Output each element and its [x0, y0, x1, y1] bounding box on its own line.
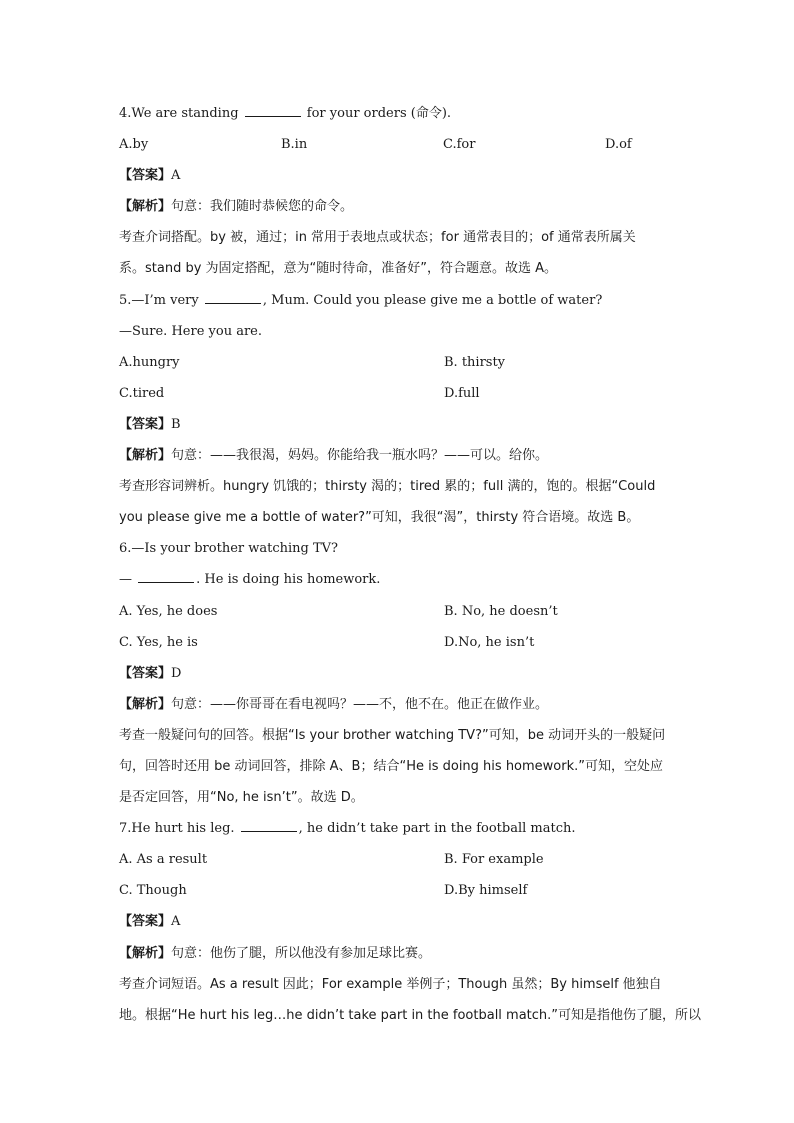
- option-d: D.No, he isn’t: [444, 634, 535, 650]
- option-b: B. For example: [444, 852, 544, 868]
- analysis-tag: 【解析】: [119, 448, 172, 464]
- option-c: C. Yes, he is: [119, 634, 198, 650]
- answer-value: A: [171, 914, 181, 930]
- analysis-meaning: 句意：——我很渴，妈妈。你能给我一瓶水吗？——可以。给你。: [171, 448, 549, 464]
- question-5-options-row-1: [119, 347, 679, 378]
- answer-tag: 【答案】: [119, 914, 172, 930]
- question-7-answer: [119, 906, 679, 937]
- question-6-options-row-1: [119, 596, 679, 627]
- question-stem-text: 5.—I’m very: [119, 292, 199, 308]
- question-7-options-row-2: [119, 875, 679, 906]
- answer-blank: [245, 102, 301, 117]
- analysis-meaning: 句意：——你哥哥在看电视吗？——不，他不在。他正在做作业。: [171, 696, 549, 712]
- question-6-reply: [119, 564, 679, 595]
- option-d: D.of: [605, 137, 632, 153]
- answer-value: B: [171, 416, 181, 432]
- question-4-analysis: [119, 191, 679, 222]
- option-c: C.for: [443, 137, 476, 153]
- analysis-line: 考查介词搭配。by 被，通过；in 常用于表地点或状态；for 通常表目的；of 通常表所属关: [119, 230, 636, 246]
- answer-value: D: [171, 665, 182, 681]
- option-b: B.in: [281, 137, 308, 153]
- question-6-answer: [119, 658, 679, 689]
- question-4-stem: [119, 98, 679, 129]
- answer-blank: [241, 817, 297, 832]
- analysis-line: 地。根据“He hurt his leg…he didn’t take part in the football match.”可知是指他伤了腿，所以: [119, 1007, 702, 1023]
- analysis-line: 考查介词短语。As a result 因此；For example 举例子；Though 虽然；By himself 他独自: [119, 976, 662, 992]
- answer-tag: 【答案】: [119, 416, 172, 432]
- option-a: A.hungry: [119, 354, 180, 370]
- question-6-stem: 6.—Is your brother watching TV?: [119, 541, 339, 557]
- option-a: A.by: [119, 137, 149, 153]
- question-5-stem: [119, 285, 679, 316]
- analysis-line: you please give me a bottle of water?”可知，我很“渴”，thirsty 符合语境。故选 B。: [119, 510, 640, 526]
- analysis-tag: 【解析】: [119, 696, 172, 712]
- question-6-analysis: [119, 689, 679, 720]
- question-stem-text: , Mum. Could you please give me a bottle of water?: [262, 292, 603, 308]
- question-7-stem: [119, 813, 679, 844]
- answer-value: A: [171, 168, 181, 184]
- reply-dash: —: [119, 572, 132, 588]
- question-4-options: [119, 129, 679, 160]
- option-c: C.tired: [119, 385, 165, 401]
- option-d: D.full: [444, 385, 480, 401]
- question-stem-text: 4.We are standing: [119, 106, 239, 121]
- question-5-analysis: [119, 440, 679, 471]
- answer-tag: 【答案】: [119, 168, 172, 184]
- option-b: B. thirsty: [444, 354, 506, 370]
- option-a: A. Yes, he does: [119, 603, 218, 619]
- analysis-line: 是否定回答，用“No, he isn’t”。故选 D。: [119, 790, 364, 806]
- question-4-answer: [119, 160, 679, 191]
- analysis-line: 考查形容词辨析。hungry 饥饿的；thirsty 渴的；tired 累的；full 满的，饱的。根据“Could: [119, 479, 656, 495]
- question-7-analysis: [119, 938, 679, 969]
- analysis-meaning: 句意：他伤了腿，所以他没有参加足球比赛。: [171, 945, 432, 961]
- question-stem-text: for your orders (命令).: [306, 106, 452, 121]
- answer-blank: [205, 289, 261, 304]
- analysis-tag: 【解析】: [119, 945, 172, 961]
- option-b: B. No, he doesn’t: [444, 603, 558, 619]
- answer-tag: 【答案】: [119, 665, 172, 681]
- question-6-options-row-2: [119, 627, 679, 658]
- answer-blank: [138, 568, 194, 583]
- option-d: D.By himself: [444, 883, 528, 899]
- question-5-answer: [119, 409, 679, 440]
- analysis-meaning: 句意：我们随时恭候您的命令。: [171, 199, 354, 215]
- analysis-line: 考查一般疑问句的回答。根据“Is your brother watching TV?”可知，be 动词开头的一般疑问: [119, 727, 666, 743]
- question-5-reply: —Sure. Here you are.: [119, 323, 262, 339]
- reply-text: . He is doing his homework.: [196, 572, 381, 588]
- question-5-options-row-2: [119, 378, 679, 409]
- analysis-tag: 【解析】: [119, 199, 172, 215]
- analysis-line: 系。stand by 为固定搭配，意为“随时待命，准备好”，符合题意。故选 A。: [119, 261, 558, 277]
- question-stem-text: 7.He hurt his leg.: [119, 821, 235, 837]
- option-a: A. As a result: [119, 852, 208, 868]
- question-7-options-row-1: [119, 844, 679, 875]
- option-c: C. Though: [119, 883, 187, 899]
- analysis-line: 句，回答时还用 be 动词回答，排除 A、B；结合“He is doing his homework.”可知，空处应: [119, 758, 663, 774]
- question-stem-text: , he didn’t take part in the football match.: [298, 821, 576, 837]
- document-page: [119, 98, 702, 1031]
